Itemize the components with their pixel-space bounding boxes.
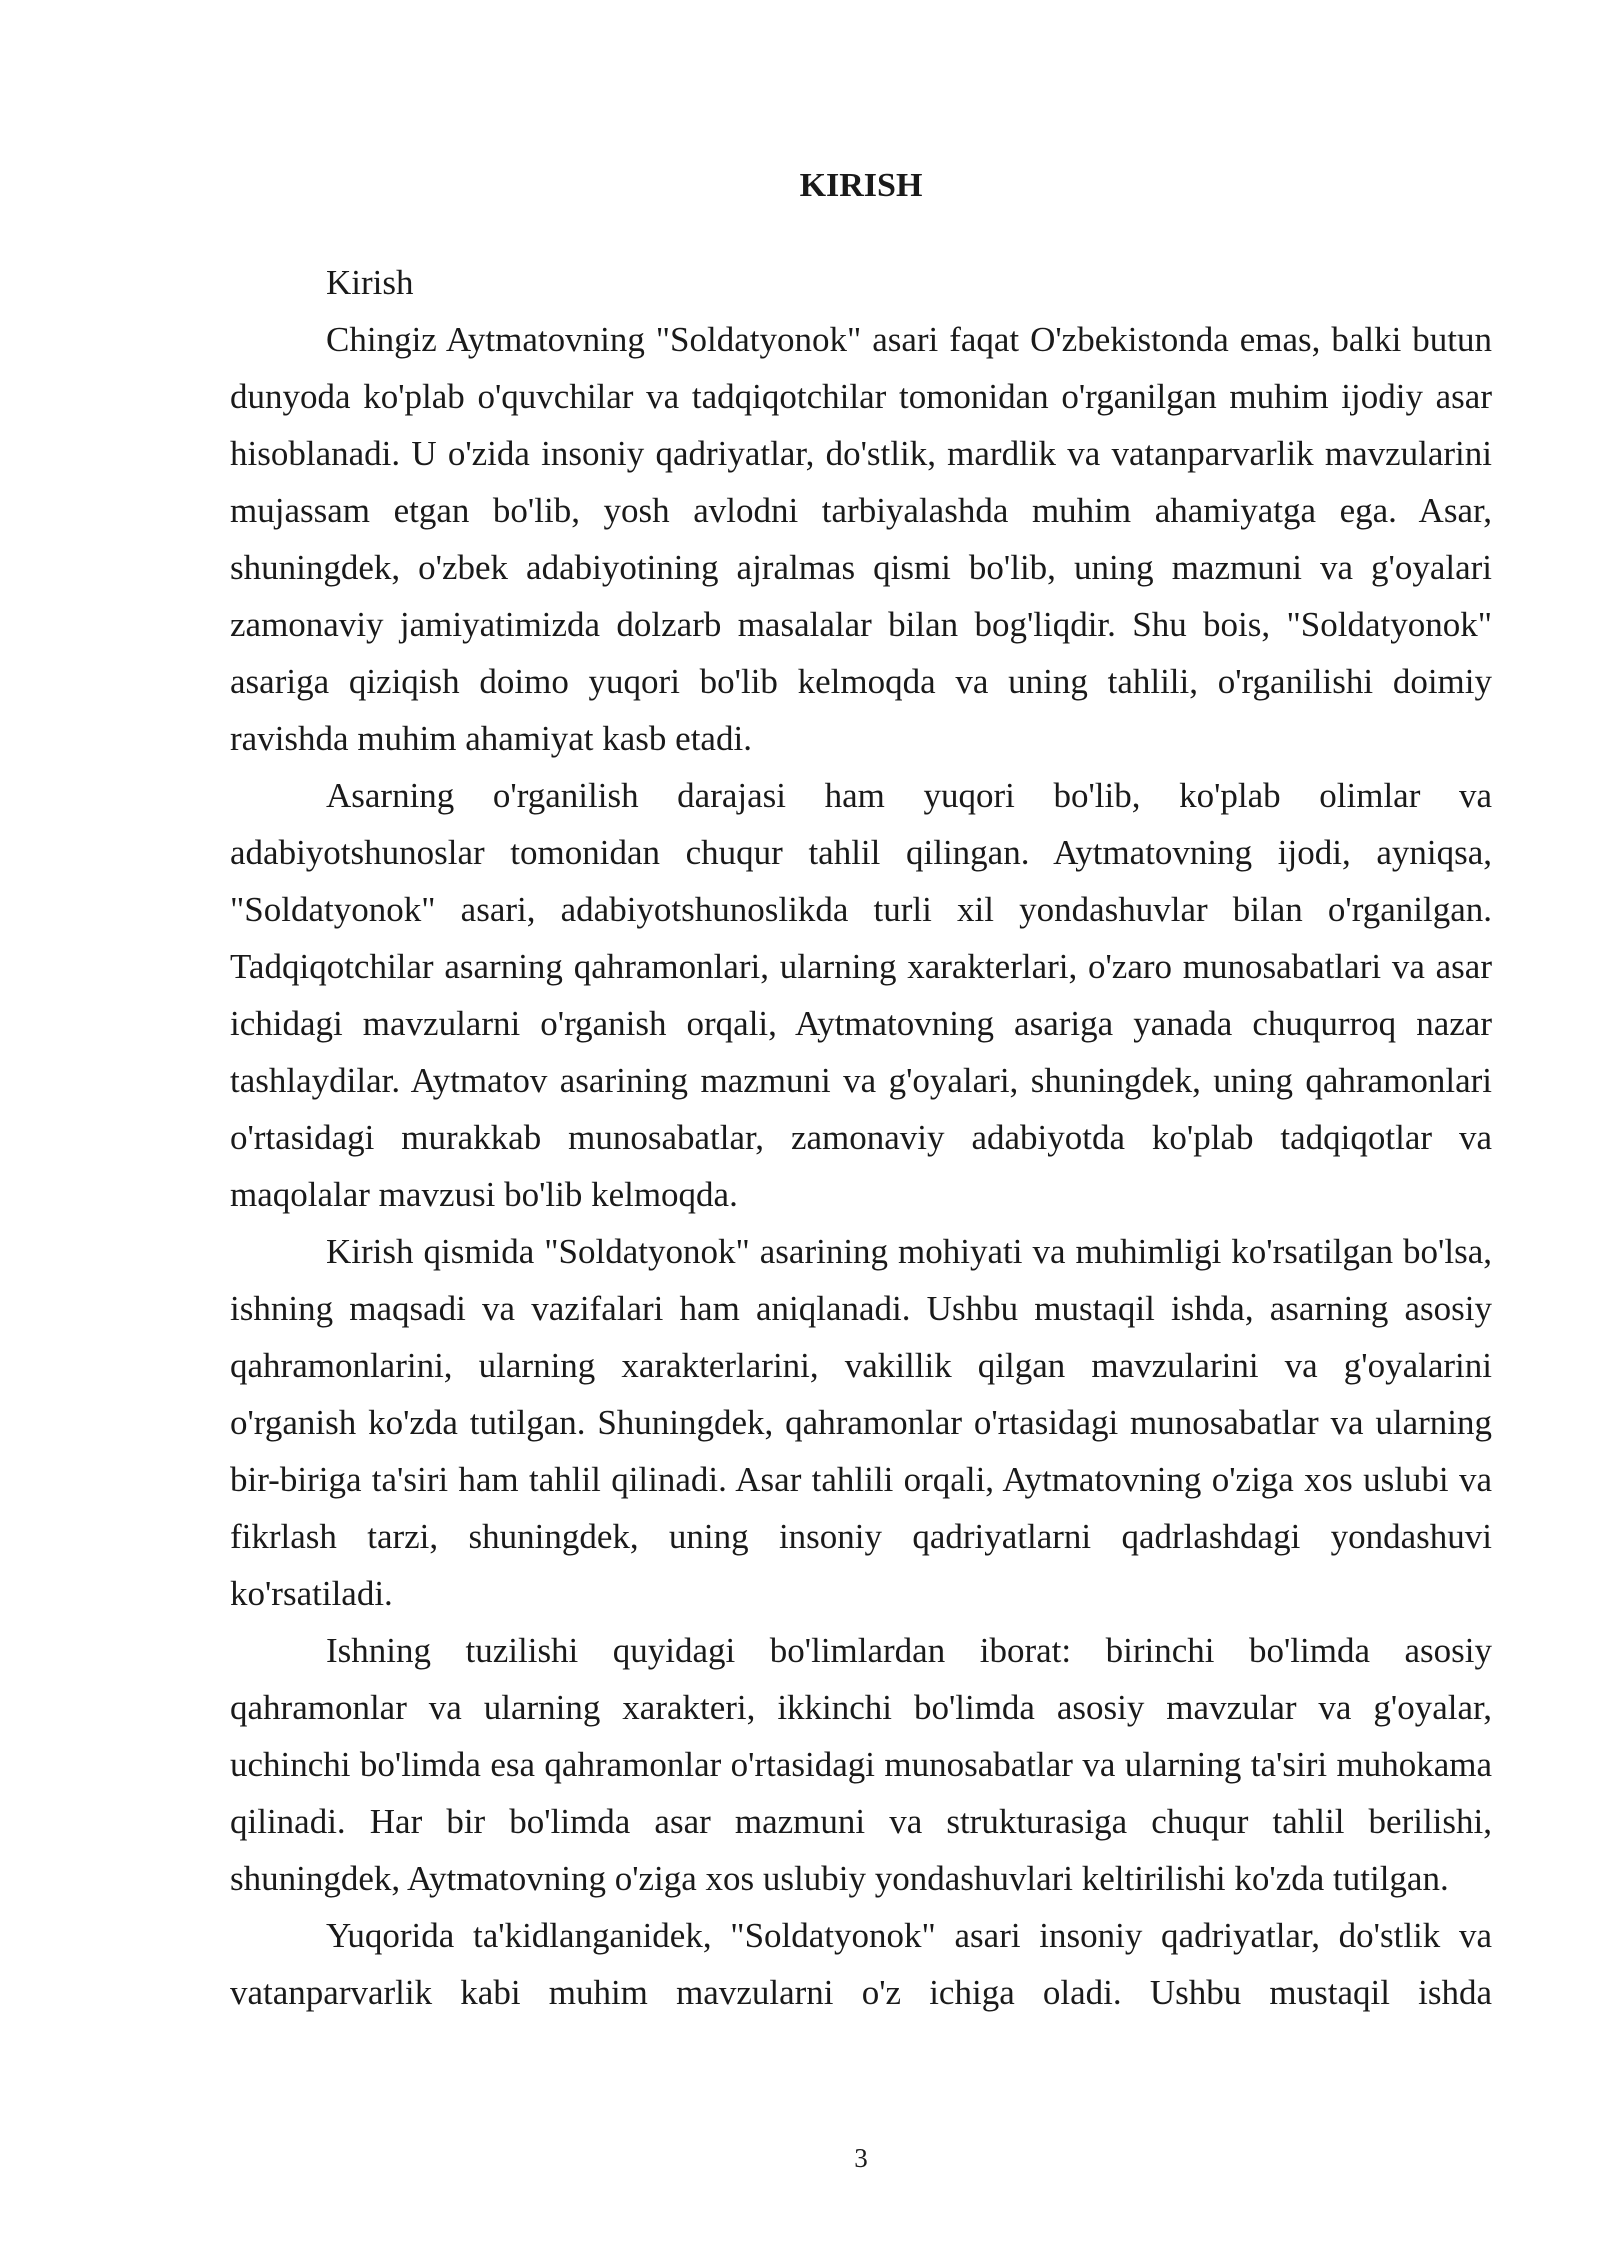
paragraph: Chingiz Aytmatovning "Soldatyonok" asari faqat O'zbekistonda emas, balki butun dunyoda ko'plab o'quvchilar va tadqiqotchilar tomonidan o'rganilgan muhim ijodiy asar hisoblanadi. U o'zida insoniy qadriyatlar, do'stlik, mardlik va vatanparvarlik mavzularini mujassam etgan bo'lib, yosh avlodni tarbiyalashda muhim ahamiyatga ega. Asar, shuningdek, o'zbek adabiyotining ajralmas qismi bo'lib, uning mazmuni va g'oyalari zamonaviy jamiyatimizda dolzarb masalalar bilan bog'liqdir. Shu bois, "Soldatyonok" asariga qiziqish doimo yuqori bo'lib kelmoqda va uning tahlili, o'rganilishi doimiy ravishda muhim ahamiyat kasb etadi.: [230, 320, 1492, 758]
paragraph: Yuqorida ta'kidlanganidek, "Soldatyonok" asari insoniy qadriyatlar, do'stlik va vatanparvarlik kabi muhim mavzularni o'z ichiga oladi. Ushbu mustaqil ishda: [230, 1916, 1492, 2012]
paragraph-heading: Kirish: [326, 263, 414, 302]
title-container: [230, 164, 1492, 208]
page-title: KIRISH: [799, 167, 923, 204]
page-number: 3: [854, 2143, 868, 2173]
document-body: [230, 254, 1492, 2021]
paragraph: Kirish qismida "Soldatyonok" asarining mohiyati va muhimligi ko'rsatilgan bo'lsa, ishning maqsadi va vazifalari ham aniqlanadi. Ushbu mustaqil ishda, asarning asosiy qahramonlarini, ularning xarakterlarini, vakillik qilgan mavzularini va g'oyalarini o'rganish ko'zda tutilgan. Shuningdek, qahramonlar o'rtasidagi munosabatlar va ularning bir-biriga ta'siri ham tahlil qilinadi. Asar tahlili orqali, Aytmatovning o'ziga xos uslubi va fikrlash tarzi, shuningdek, uning insoniy qadriyatlarni qadrlashdagi yondashuvi ko'rsatiladi.: [230, 1232, 1492, 1613]
paragraph: Ishning tuzilishi quyidagi bo'limlardan iborat: birinchi bo'limda asosiy qahramonlar va ularning xarakteri, ikkinchi bo'limda asosiy mavzular va g'oyalar, uchinchi bo'limda esa qahramonlar o'rtasidagi munosabatlar va ularning ta'siri muhokama qilinadi. Har bir bo'limda asar mazmuni va strukturasiga chuqur tahlil berilishi, shuningdek, Aytmatovning o'ziga xos uslubiy yondashuvlari keltirilishi ko'zda tutilgan.: [230, 1631, 1492, 1898]
paragraph: Asarning o'rganilish darajasi ham yuqori bo'lib, ko'plab olimlar va adabiyotshunoslar tomonidan chuqur tahlil qilingan. Aytmatovning ijodi, ayniqsa, "Soldatyonok" asari, adabiyotshunoslikda turli xil yondashuvlar bilan o'rganilgan. Tadqiqotchilar asarning qahramonlari, ularning xarakterlari, o'zaro munosabatlari va asar ichidagi mavzularni o'rganish orqali, Aytmatovning asariga yanada chuqurroq nazar tashlaydilar. Aytmatov asarining mazmuni va g'oyalari, shuningdek, uning qahramonlari o'rtasidagi murakkab munosabatlar, zamonaviy adabiyotda ko'plab tadqiqotlar va maqolalar mavzusi bo'lib kelmoqda.: [230, 776, 1492, 1214]
